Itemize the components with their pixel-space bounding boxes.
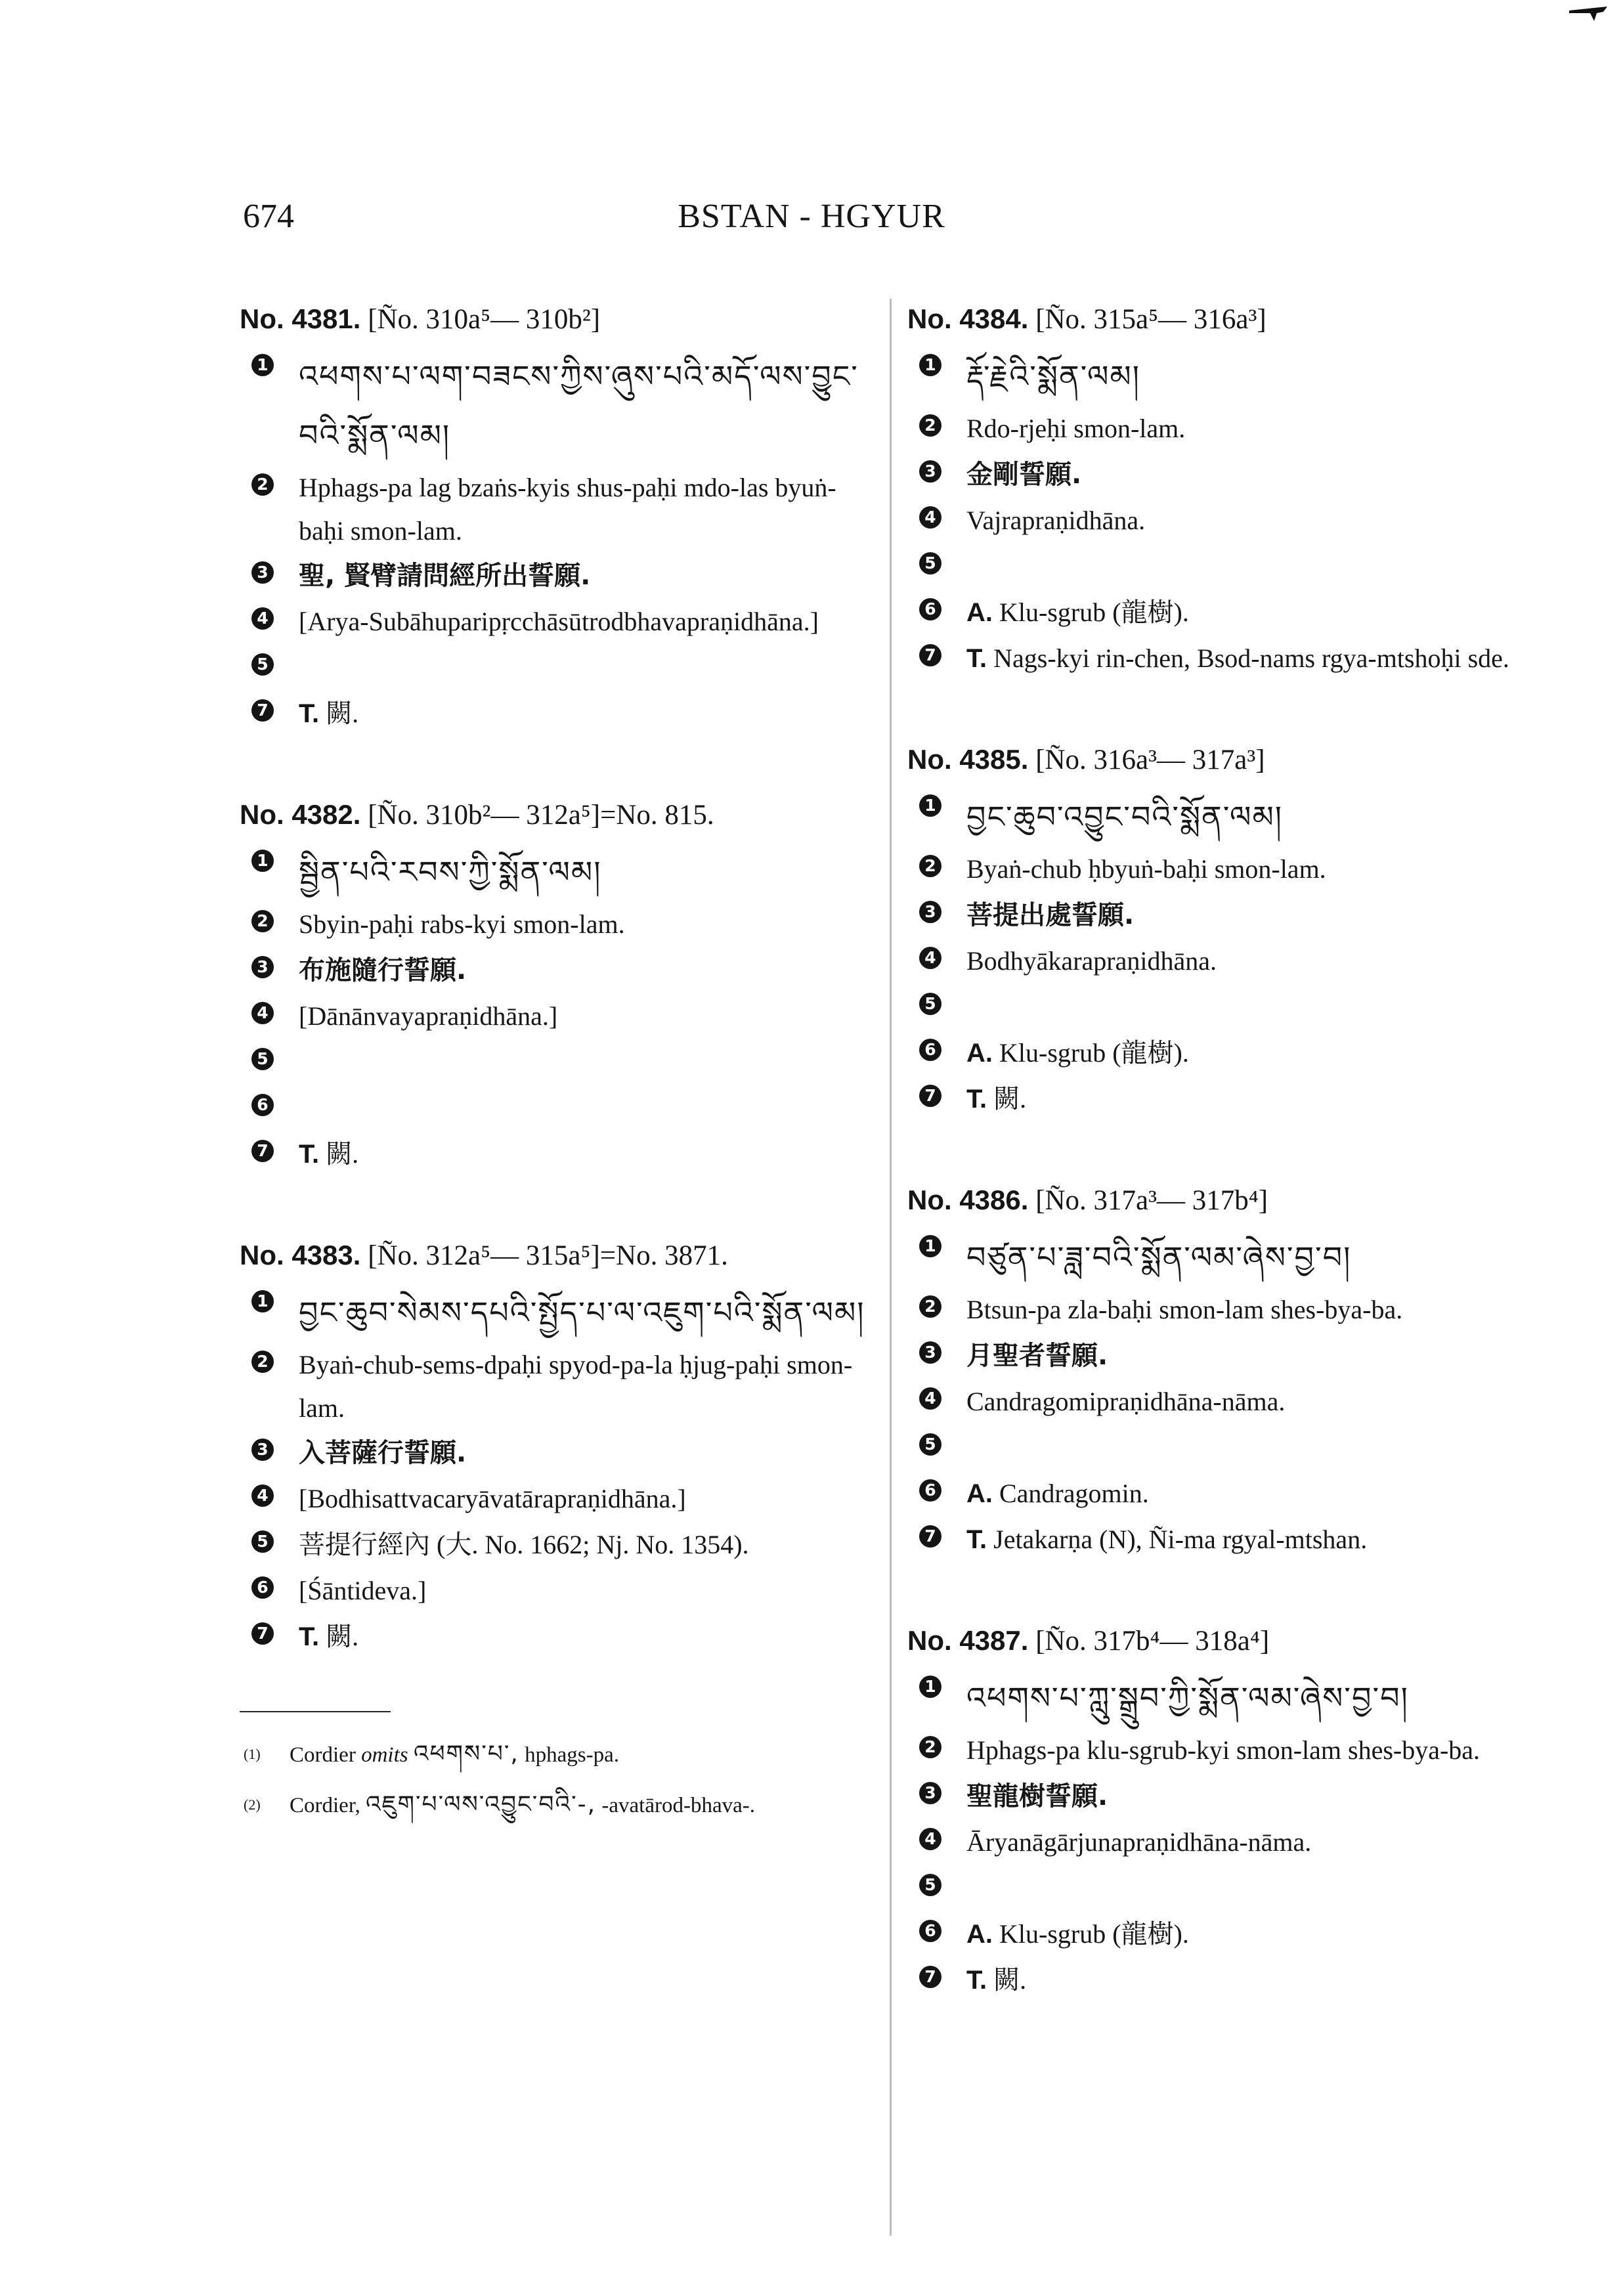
chinese-title: 菩提出處誓願. xyxy=(966,900,1135,930)
entry-field xyxy=(240,646,870,691)
field-text: T. 闕. xyxy=(299,1139,359,1169)
field-text: T. 闕. xyxy=(299,699,359,728)
field-marker-icon: 1 xyxy=(919,354,941,376)
entry-number: No. 4383. xyxy=(240,1240,361,1270)
catalog-entry xyxy=(240,299,870,737)
folio-reference: [Ño. 310b²— 312a⁵] xyxy=(368,800,601,831)
left-entries xyxy=(240,299,870,1660)
field-marker-icon: 5 xyxy=(919,552,941,574)
catalog-entry xyxy=(907,739,1538,1122)
catalog-entry xyxy=(907,1180,1538,1563)
field-marker-icon: 5 xyxy=(251,1530,274,1553)
field-marker-icon: 5 xyxy=(919,993,941,1015)
entry-fields xyxy=(907,787,1538,1122)
field-text: T. Nags-kyi rin-chen, Bsod-nams rgya-mtshoḥi sde. xyxy=(966,643,1509,673)
entry-heading xyxy=(907,739,1538,781)
field-text: T. 闕. xyxy=(299,1622,359,1651)
chinese-title: 布施隨行誓願. xyxy=(299,955,467,986)
entry-field xyxy=(907,787,1538,846)
entry-field xyxy=(907,1334,1538,1379)
field-marker-icon: 5 xyxy=(919,1433,941,1456)
field-text: Btsun-pa zla-baḥi smon-lam shes-bya-ba. xyxy=(966,1295,1403,1324)
entry-field xyxy=(240,1523,870,1568)
tibetan-title: བཙུན་པ་ཟླ་བའི་སྨོན་ལམ་ཞེས་བྱ་བ། xyxy=(966,1240,1352,1275)
cross-reference: =No. 3871. xyxy=(599,1240,728,1271)
field-text: A. Candragomin. xyxy=(966,1479,1149,1508)
field-text: A. Klu-sgrub (龍樹). xyxy=(966,1038,1189,1068)
field-marker-icon: 6 xyxy=(251,1094,274,1116)
entry-heading xyxy=(240,1235,870,1276)
field-text: [Śāntideva.] xyxy=(299,1576,427,1605)
field-marker-icon: 7 xyxy=(919,1525,941,1548)
tibetan-title: རྡོ་རྗེའི་སྨོན་ལམ། xyxy=(966,358,1140,394)
entry-field xyxy=(907,1518,1538,1563)
entry-field xyxy=(240,692,870,737)
cross-reference: =No. 815. xyxy=(600,800,714,831)
footnote-marker: (1) xyxy=(244,1746,261,1762)
corner-mark-icon xyxy=(1568,5,1609,22)
entry-field xyxy=(907,407,1538,452)
entry-field xyxy=(907,986,1538,1030)
right-column xyxy=(907,299,1538,2061)
tibetan-title: འཕགས་པ་ལག་བཟངས་ཀྱིས་ཞུས་པའི་མདོ་ལས་བྱུང་བའི་སྨོན་ལམ། xyxy=(299,358,859,453)
footnote-lead: Cordier xyxy=(290,1743,356,1767)
role-prefix: T. xyxy=(299,699,320,728)
field-marker-icon: 1 xyxy=(251,354,274,376)
entry-field xyxy=(240,995,870,1039)
footnote-lead: Cordier, xyxy=(290,1794,360,1817)
entry-number: No. 4385. xyxy=(907,744,1029,775)
entry-field xyxy=(240,1343,870,1430)
entry-fields xyxy=(240,1283,870,1660)
field-marker-icon: 4 xyxy=(251,1002,274,1024)
entry-field xyxy=(240,903,870,947)
catalog-entry xyxy=(240,794,870,1177)
field-marker-icon: 5 xyxy=(251,1048,274,1070)
chinese-title: 聖龍樹誓願. xyxy=(966,1781,1108,1811)
entry-field xyxy=(907,1380,1538,1425)
field-text: [Bodhisattvacaryāvatārapraṇidhāna.] xyxy=(299,1484,686,1513)
folio-reference: [Ño. 310a⁵— 310b²] xyxy=(368,304,601,335)
role-prefix: A. xyxy=(966,1039,993,1068)
entry-number: No. 4386. xyxy=(907,1184,1029,1215)
field-text: A. Klu-sgrub (龍樹). xyxy=(966,597,1189,627)
role-prefix: T. xyxy=(966,1525,987,1554)
field-marker-icon: 1 xyxy=(919,1676,941,1698)
field-marker-icon: 7 xyxy=(251,1622,274,1645)
field-marker-icon: 2 xyxy=(251,1351,274,1373)
entry-field xyxy=(907,347,1538,406)
folio-reference: [Ño. 315a⁵— 316a³] xyxy=(1035,304,1266,335)
entry-fields xyxy=(240,347,870,737)
entry-field xyxy=(907,499,1538,544)
field-marker-icon: 1 xyxy=(251,1290,274,1312)
entry-number: No. 4382. xyxy=(240,799,361,830)
catalog-entry xyxy=(907,299,1538,682)
field-text: Rdo-rjeḥi smon-lam. xyxy=(966,414,1186,443)
tibetan-title: འཕགས་པ་ཀླུ་སྒྲུབ་ཀྱི་སྨོན་ལམ་ཞེས་བྱ་བ། xyxy=(966,1680,1409,1716)
field-text: Āryanāgārjunapraṇidhāna-nāma. xyxy=(966,1827,1312,1857)
field-text: [Arya-Subāhuparipṛcchāsūtrodbhavapraṇidhāna.] xyxy=(299,607,819,636)
field-marker-icon: 7 xyxy=(919,1085,941,1107)
field-text: T. Jetakarṇa (N), Ñi-ma rgyal-mtshan. xyxy=(966,1525,1368,1554)
entry-field xyxy=(240,1133,870,1177)
footnotes xyxy=(240,1735,870,1825)
footnote-text xyxy=(290,1785,755,1825)
entry-fields xyxy=(907,347,1538,682)
entry-field xyxy=(907,1288,1538,1333)
entry-fields xyxy=(907,1668,1538,2003)
field-marker-icon: 3 xyxy=(919,1782,941,1804)
entry-field xyxy=(907,1472,1538,1517)
entry-field xyxy=(240,554,870,599)
entry-field xyxy=(907,1913,1538,1957)
field-marker-icon: 5 xyxy=(251,653,274,676)
entry-field xyxy=(907,1729,1538,1773)
footnote-marker: (2) xyxy=(244,1796,261,1813)
entry-field xyxy=(907,591,1538,636)
entry-field xyxy=(240,1477,870,1522)
role-prefix: T. xyxy=(966,1966,987,1995)
entry-field xyxy=(907,1426,1538,1471)
column-divider xyxy=(890,299,892,2236)
field-text: Byaṅ-chub ḥbyuṅ-baḥi smon-lam. xyxy=(966,854,1326,884)
chinese-title: 金剛誓願. xyxy=(966,460,1082,490)
entry-heading xyxy=(907,1180,1538,1221)
chinese-title: 月聖者誓願. xyxy=(966,1341,1108,1371)
entry-heading xyxy=(907,1620,1538,1662)
field-marker-icon: 6 xyxy=(919,1479,941,1502)
field-marker-icon: 6 xyxy=(919,1039,941,1061)
footnote-emphasis: omits xyxy=(361,1743,408,1767)
entry-field xyxy=(907,1867,1538,1911)
field-marker-icon: 6 xyxy=(919,1920,941,1942)
entry-field xyxy=(240,1087,870,1131)
footnote-trail: -avatārod-bhava-. xyxy=(601,1794,755,1817)
field-marker-icon: 1 xyxy=(919,1235,941,1257)
entry-number: No. 4384. xyxy=(907,303,1029,334)
field-text: T. 闕. xyxy=(966,1084,1027,1114)
chinese-title: 聖, 賢臂請問經所出誓願. xyxy=(299,561,591,591)
field-marker-icon: 3 xyxy=(919,1341,941,1364)
field-marker-icon: 3 xyxy=(251,956,274,978)
left-column xyxy=(240,299,870,1836)
field-marker-icon: 4 xyxy=(919,947,941,969)
entry-field xyxy=(907,1031,1538,1076)
field-marker-icon: 3 xyxy=(919,460,941,483)
catalog-entry xyxy=(907,1620,1538,2003)
field-text: Sbyin-paḥi rabs-kyi smon-lam. xyxy=(299,909,625,939)
footnote-trail: hphags-pa. xyxy=(525,1743,620,1767)
entry-number: No. 4381. xyxy=(240,303,361,334)
entry-number: No. 4387. xyxy=(907,1625,1029,1656)
field-marker-icon: 2 xyxy=(919,1736,941,1758)
role-prefix: A. xyxy=(966,1920,993,1949)
footnote-text xyxy=(290,1735,619,1775)
entry-field xyxy=(240,1041,870,1085)
entry-field xyxy=(907,1821,1538,1865)
entry-fields xyxy=(240,842,870,1177)
field-marker-icon: 4 xyxy=(251,1484,274,1507)
field-text: [Dānānvayapraṇidhāna.] xyxy=(299,1001,558,1031)
running-head: BSTAN - HGYUR xyxy=(678,198,945,235)
entry-field xyxy=(907,1775,1538,1819)
field-text: T. 闕. xyxy=(966,1965,1027,1995)
field-marker-icon: 3 xyxy=(251,1439,274,1461)
field-marker-icon: 7 xyxy=(251,699,274,722)
role-prefix: T. xyxy=(299,1140,320,1169)
catalog-entry xyxy=(240,1235,870,1660)
field-marker-icon: 2 xyxy=(919,1295,941,1318)
field-marker-icon: 4 xyxy=(919,1387,941,1410)
field-marker-icon: 2 xyxy=(919,855,941,877)
field-marker-icon: 3 xyxy=(919,901,941,923)
field-text: Candragomipraṇidhāna-nāma. xyxy=(966,1387,1286,1416)
entry-heading xyxy=(240,794,870,836)
field-text: Hphags-pa lag bzaṅs-kyis shus-paḥi mdo-las byuṅ-baḥi smon-lam. xyxy=(299,473,836,546)
entry-field xyxy=(907,1668,1538,1727)
right-entries xyxy=(907,299,1538,2003)
tibetan-title: སྦྱིན་པའི་རབས་ཀྱི་སྨོན་ལམ། xyxy=(299,854,602,890)
footnote-tibetan: འཕགས་པ་, xyxy=(413,1741,519,1767)
field-marker-icon: 1 xyxy=(251,850,274,872)
footnote xyxy=(240,1785,870,1825)
page-header xyxy=(0,197,1623,249)
folio-reference: [Ño. 317b⁴— 318a⁴] xyxy=(1035,1626,1270,1657)
entry-field xyxy=(907,940,1538,984)
tibetan-title: བྱང་ཆུབ་འབྱུང་བའི་སྨོན་ལམ། xyxy=(966,799,1283,834)
entry-field xyxy=(907,848,1538,892)
entry-field xyxy=(240,1615,870,1660)
entry-field xyxy=(907,1959,1538,2003)
field-marker-icon: 6 xyxy=(919,598,941,620)
tibetan-title: བྱང་ཆུབ་སེམས་དཔའི་སྤྱོད་པ་ལ་འཇུག་པའི་སྨོན་ལམ། xyxy=(299,1295,865,1330)
role-prefix: A. xyxy=(966,1479,993,1508)
entry-field xyxy=(907,453,1538,498)
page-number: 674 xyxy=(243,198,294,235)
field-marker-icon: 2 xyxy=(251,473,274,496)
entry-field xyxy=(907,1077,1538,1122)
entry-field xyxy=(240,1569,870,1614)
footnote-tibetan: འཇུག་པ་ལས་འབྱུང་བའི་-, xyxy=(365,1791,597,1818)
field-marker-icon: 3 xyxy=(251,561,274,584)
entry-field xyxy=(907,894,1538,938)
chinese-title: 入菩薩行誓願. xyxy=(299,1438,467,1468)
role-prefix: T. xyxy=(299,1622,320,1651)
folio-reference: [Ño. 316a³— 317a³] xyxy=(1035,745,1265,775)
footnote xyxy=(240,1735,870,1775)
entry-fields xyxy=(907,1228,1538,1563)
role-prefix: T. xyxy=(966,1085,987,1114)
entry-field xyxy=(240,347,870,465)
role-prefix: T. xyxy=(966,644,987,673)
field-marker-icon: 5 xyxy=(919,1874,941,1896)
field-marker-icon: 4 xyxy=(919,1828,941,1850)
field-text: 菩提行經內 (大. No. 1662; Nj. No. 1354). xyxy=(299,1530,749,1559)
folio-reference: [Ño. 317a³— 317b⁴] xyxy=(1035,1185,1268,1216)
field-text: A. Klu-sgrub (龍樹). xyxy=(966,1919,1189,1949)
field-marker-icon: 7 xyxy=(919,644,941,666)
field-marker-icon: 4 xyxy=(251,607,274,630)
field-marker-icon: 7 xyxy=(251,1140,274,1162)
entry-field xyxy=(240,600,870,645)
field-marker-icon: 4 xyxy=(919,506,941,529)
entry-heading xyxy=(907,299,1538,340)
field-marker-icon: 2 xyxy=(919,414,941,437)
field-text: Bodhyākarapraṇidhāna. xyxy=(966,946,1217,976)
entry-field xyxy=(240,949,870,993)
field-marker-icon: 6 xyxy=(251,1576,274,1599)
entry-field xyxy=(240,1431,870,1476)
entry-field xyxy=(907,637,1538,682)
field-marker-icon: 2 xyxy=(251,910,274,932)
entry-field xyxy=(907,545,1538,590)
field-marker-icon: 7 xyxy=(919,1966,941,1988)
entry-field xyxy=(240,1283,870,1342)
field-text: Hphags-pa klu-sgrub-kyi smon-lam shes-bya-ba. xyxy=(966,1735,1481,1765)
entry-field xyxy=(907,1228,1538,1287)
field-marker-icon: 1 xyxy=(919,794,941,817)
entry-field xyxy=(240,842,870,901)
field-text: Vajrapraṇidhāna. xyxy=(966,506,1146,535)
folio-reference: [Ño. 312a⁵— 315a⁵] xyxy=(368,1240,600,1271)
entry-field xyxy=(240,466,870,553)
footnote-rule xyxy=(240,1711,391,1712)
entry-heading xyxy=(240,299,870,340)
field-text: Byaṅ-chub-sems-dpaḥi spyod-pa-la ḥjug-paḥi smon-lam. xyxy=(299,1350,853,1423)
role-prefix: A. xyxy=(966,598,993,627)
